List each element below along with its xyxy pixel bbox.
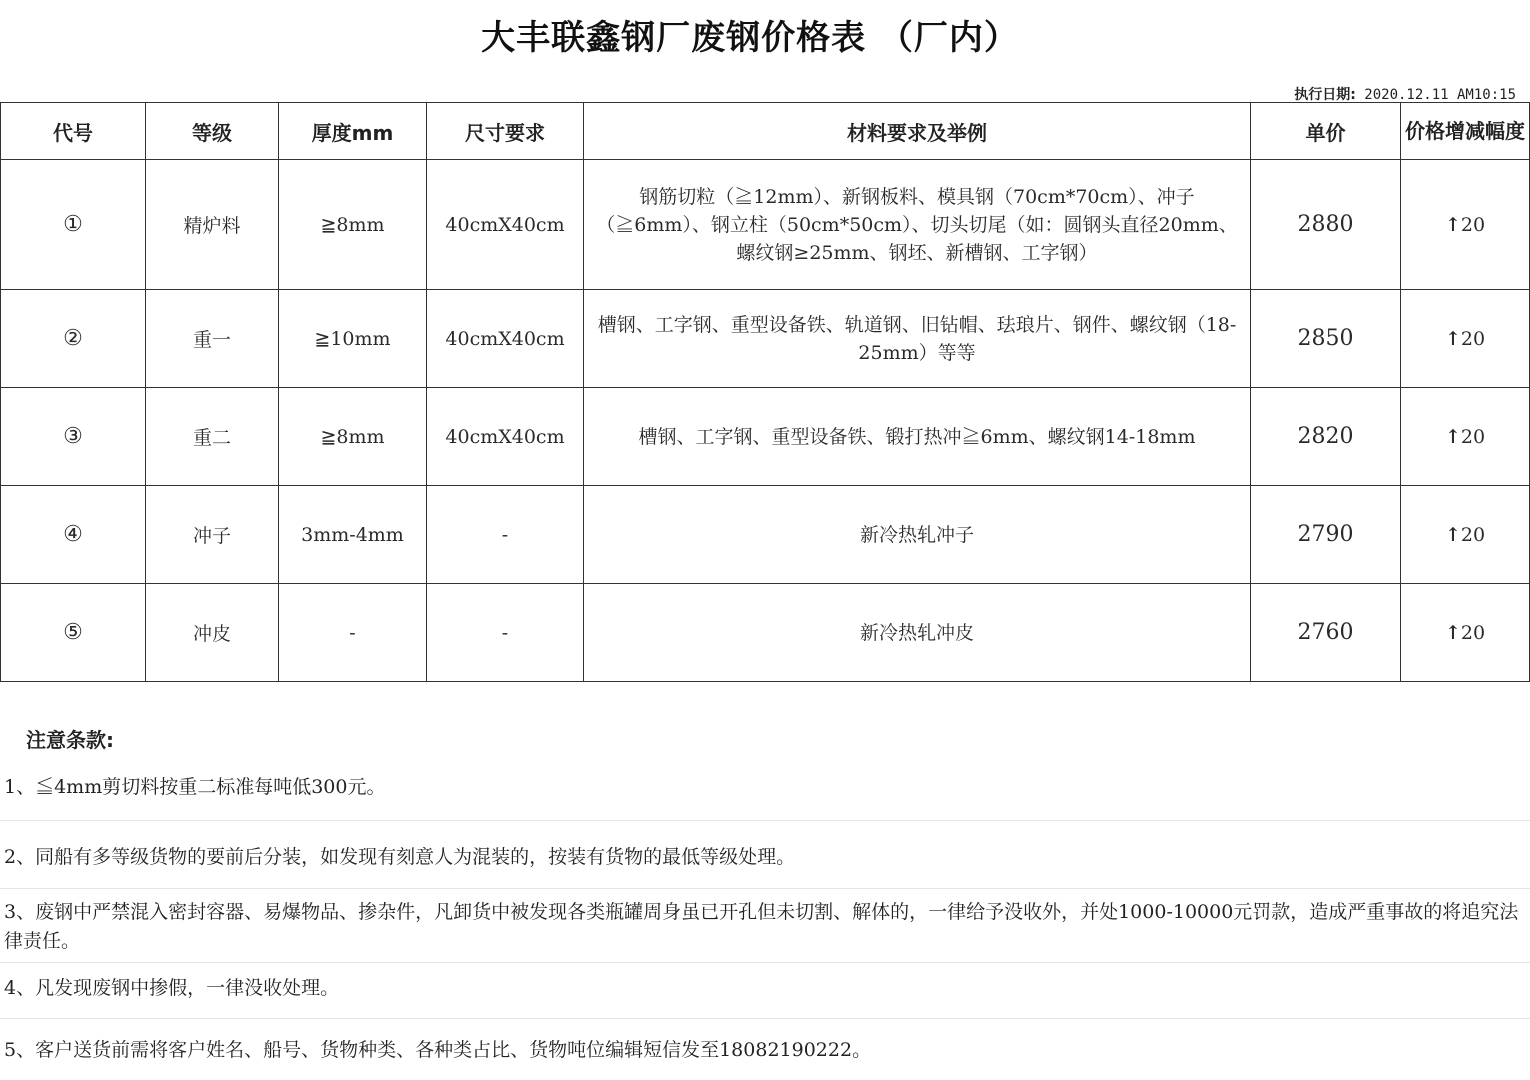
row-code: ④: [1, 486, 146, 584]
row-size: 40cmX40cm: [427, 290, 584, 388]
header-material: 材料要求及举例: [584, 103, 1251, 160]
row-change-value: 20: [1460, 213, 1486, 236]
row-grade: 精炉料: [146, 160, 279, 290]
row-price: 2880: [1251, 160, 1401, 290]
row-material: 槽钢、工字钢、重型设备铁、锻打热冲≧6mm、螺纹钢14-18mm: [584, 388, 1251, 486]
row-change: [1401, 160, 1530, 290]
row-material: 新冷热轧冲子: [584, 486, 1251, 584]
row-size: 40cmX40cm: [427, 160, 584, 290]
execution-date-value: 2020.12.11 AM10:15: [1364, 87, 1516, 103]
note-divider: [0, 888, 1530, 889]
up-arrow-icon: ↑: [1444, 621, 1461, 644]
note-item: 1、≦4mm剪切料按重二标准每吨低300元。: [4, 776, 386, 798]
row-material: 槽钢、工字钢、重型设备铁、轨道钢、旧钻帽、珐琅片、钢件、螺纹钢（18-25mm）等等: [584, 290, 1251, 388]
note-item: 3、废钢中严禁混入密封容器、易爆物品、掺杂件，凡卸货中被发现各类瓶罐周身虽已开孔但未切割、解体的，一律给予没收外，并处1000-10000元罚款，造成严重事故的将追究法律责任。: [4, 901, 1519, 952]
page-title: 大丰联鑫钢厂废钢价格表 （厂内）: [481, 18, 1019, 58]
row-change: [1401, 486, 1530, 584]
note-item: 5、客户送货前需将客户姓名、船号、货物种类、各种类占比、货物吨位编辑短信发至18082190222。: [4, 1039, 872, 1061]
row-change: [1401, 290, 1530, 388]
header-thickness: 厚度mm: [279, 103, 427, 160]
execution-date: [1294, 84, 1516, 104]
row-price: 2790: [1251, 486, 1401, 584]
row-change-value: 20: [1460, 621, 1486, 644]
row-price: 2850: [1251, 290, 1401, 388]
row-code: ②: [1, 290, 146, 388]
row-grade: 冲子: [146, 486, 279, 584]
price-table: [0, 102, 1530, 682]
row-grade: 冲皮: [146, 584, 279, 682]
up-arrow-icon: ↑: [1444, 425, 1461, 448]
row-grade: 重一: [146, 290, 279, 388]
row-change: [1401, 584, 1530, 682]
header-code: 代号: [1, 103, 146, 160]
up-arrow-icon: ↑: [1444, 327, 1461, 350]
header-grade: 等级: [146, 103, 279, 160]
row-grade: 重二: [146, 388, 279, 486]
note-divider: [0, 820, 1530, 821]
row-change-value: 20: [1460, 523, 1486, 546]
row-change: [1401, 388, 1530, 486]
row-size: 40cmX40cm: [427, 388, 584, 486]
table-row: [1, 290, 1530, 388]
row-thickness: ≧8mm: [279, 160, 427, 290]
table-row: [1, 584, 1530, 682]
row-price: 2760: [1251, 584, 1401, 682]
row-code: ③: [1, 388, 146, 486]
note-divider: [0, 962, 1530, 963]
row-code: ⑤: [1, 584, 146, 682]
row-thickness: ≧10mm: [279, 290, 427, 388]
up-arrow-icon: ↑: [1444, 213, 1461, 236]
row-thickness: ≧8mm: [279, 388, 427, 486]
execution-date-label: 执行日期:: [1294, 87, 1356, 103]
table-row: [1, 388, 1530, 486]
row-thickness: -: [279, 584, 427, 682]
up-arrow-icon: ↑: [1444, 523, 1461, 546]
row-size: -: [427, 486, 584, 584]
notes-title: 注意条款:: [26, 728, 114, 752]
table-header-row: [1, 103, 1530, 160]
header-price: 单价: [1251, 103, 1401, 160]
table-row: [1, 160, 1530, 290]
row-price: 2820: [1251, 388, 1401, 486]
row-change-value: 20: [1460, 425, 1486, 448]
note-item: 4、凡发现废钢中掺假，一律没收处理。: [4, 977, 340, 999]
note-divider: [0, 1018, 1530, 1019]
note-item: 2、同船有多等级货物的要前后分装，如发现有刻意人为混装的，按装有货物的最低等级处理。: [4, 846, 796, 868]
row-change-value: 20: [1460, 327, 1486, 350]
row-material: 钢筋切粒（≧12mm）、新钢板料、模具钢（70cm*70cm）、冲子（≧6mm）、钢立柱（50cm*50cm）、切头切尾（如：圆钢头直径20mm、螺纹钢≥25mm、钢坯、新槽钢、工字钢）: [584, 160, 1251, 290]
header-change: 价格增减幅度: [1401, 103, 1530, 160]
row-code: ①: [1, 160, 146, 290]
row-material: 新冷热轧冲皮: [584, 584, 1251, 682]
header-size: 尺寸要求: [427, 103, 584, 160]
row-size: -: [427, 584, 584, 682]
table-row: [1, 486, 1530, 584]
row-thickness: 3mm-4mm: [279, 486, 427, 584]
